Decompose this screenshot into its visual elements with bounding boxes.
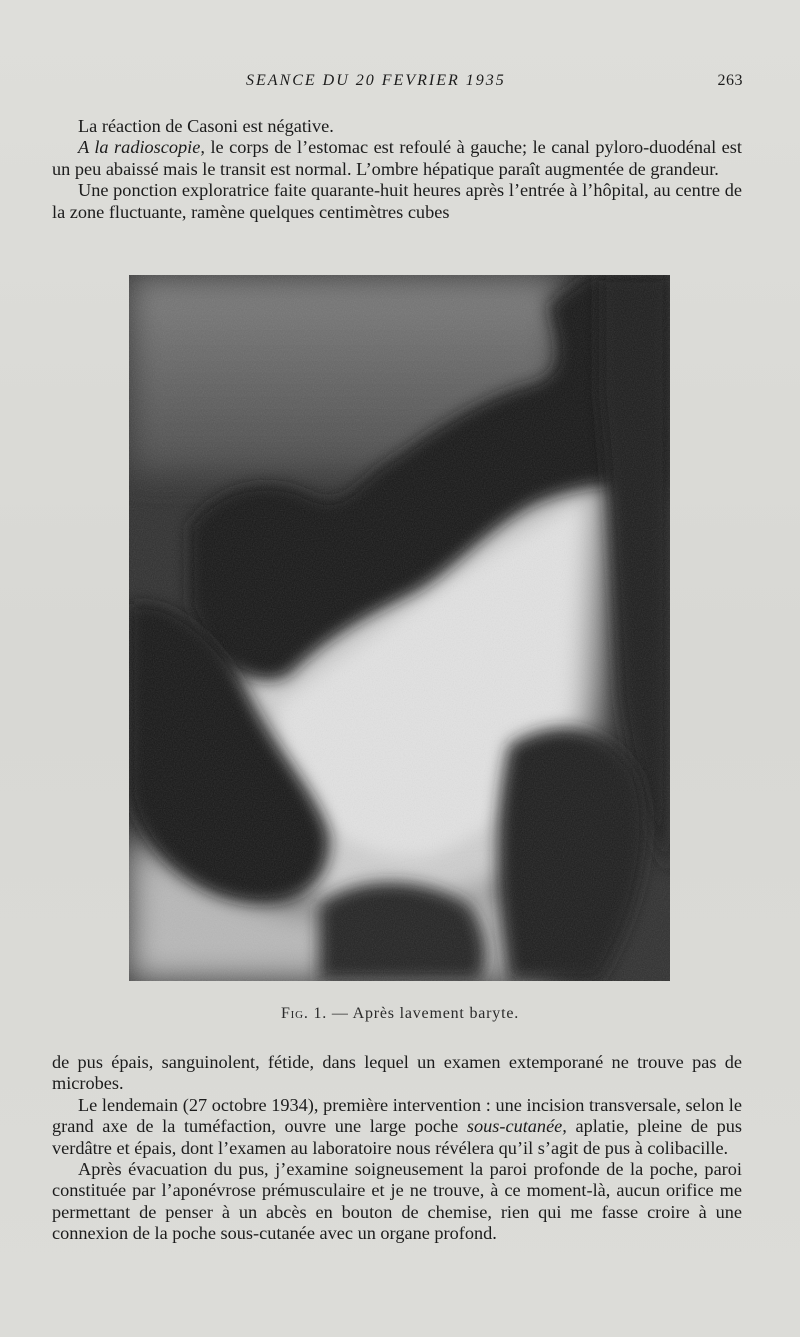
- paragraph-casoni: La réaction de Casoni est négative.: [78, 116, 334, 136]
- paragraph-text: Le lendemain (27 octobre 1934), première intervention : une incision transversale, selon le grand axe de la tuméfaction, ouvre une large poche: [52, 1094, 742, 1137]
- radiograph-figure: [129, 275, 670, 981]
- paragraph-lendemain: [52, 1095, 742, 1159]
- body-text-bottom: [52, 1052, 742, 1245]
- paragraph-evacuation: Après évacuation du pus, j’examine soigneusement la paroi profonde de la poche, paroi constituée par l’aponévrose prémusculaire et je ne trouve, à ce moment-là, aucun orifice me permettant de penser à un abcès en bouton de chemise, rien qui me fasse croire à une connexion de la poche sous-cutanée avec un organe profond.: [52, 1159, 742, 1244]
- figure-caption: [0, 1005, 800, 1023]
- paragraph-radioscopie: [52, 137, 742, 180]
- italic-phrase: A la radioscopie,: [78, 137, 205, 158]
- page-number: 263: [717, 72, 743, 89]
- body-text-top: [52, 116, 742, 223]
- figure-label: Fig. 1.: [280, 1005, 328, 1022]
- paragraph-text: le corps de l’estomac est refoulé à gauche; le canal pyloro-duodénal est un peu abaissé mais le transit est normal. L’ombre hépatique paraît augmentée de grandeur.: [52, 137, 742, 179]
- running-head: [78, 70, 743, 94]
- barium-enema-radiograph: [129, 275, 670, 981]
- paragraph-ponction: Une ponction exploratrice faite quarante-huit heures après l’entrée à l’hôpital, au centre de la zone fluctuante, ramène quelques centimètres cubes: [52, 180, 742, 222]
- running-title: SEANCE DU 20 FEVRIER 1935: [246, 72, 506, 89]
- italic-phrase: sous-cutanée,: [466, 1116, 567, 1137]
- paragraph-pus: de pus épais, sanguinolent, fétide, dans lequel un examen extemporané ne trouve pas de microbes.: [52, 1052, 742, 1094]
- figure-caption-text: — Après lavement baryte.: [327, 1005, 520, 1022]
- paragraph-text: aplatie, pleine de pus verdâtre et épais, dont l’examen au laboratoire nous révélera qu’il s’agit de pus à colibacille.: [52, 1116, 743, 1158]
